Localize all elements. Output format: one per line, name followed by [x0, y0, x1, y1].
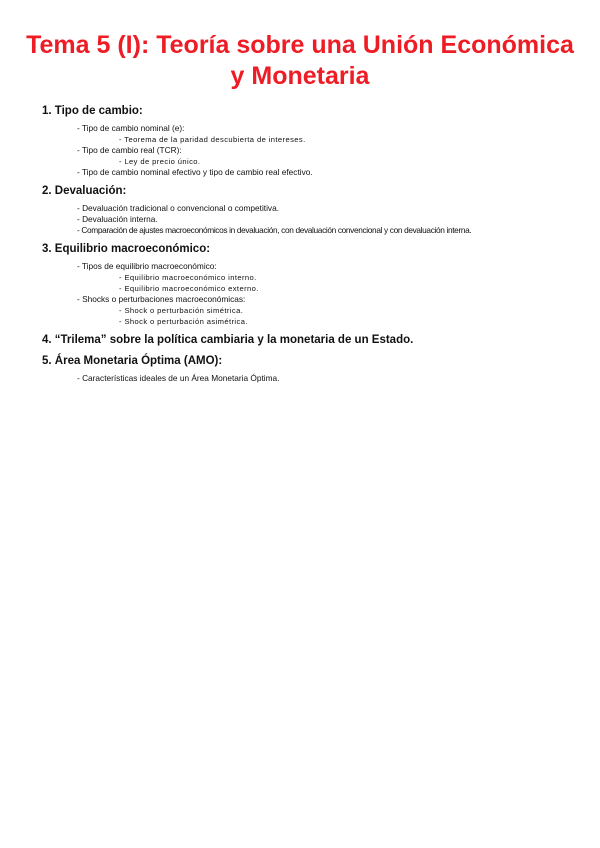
list-item: - Devaluación tradicional o convencional o competitiva.	[77, 203, 280, 213]
section-trilema	[42, 333, 582, 348]
list-item: - Comparación de ajustes macroeconómicos in devaluación, con devaluación convencional y con devaluación interna.	[77, 225, 472, 235]
section-heading: 5. Área Monetaria Óptima (AMO):	[42, 355, 223, 367]
list-subitem: - Equilibrio macroeconómico interno.	[119, 273, 257, 282]
title-line-1: Tema 5 (I): Teoría sobre una Unión Económica	[26, 31, 574, 59]
list-subitem: - Shock o perturbación simétrica.	[119, 306, 244, 315]
list-subitem: - Shock o perturbación asimétrica.	[119, 317, 248, 326]
list-subitem: - Teorema de la paridad descubierta de intereses.	[119, 135, 306, 144]
list-item: - Tipos de equilibrio macroeconómico:	[77, 261, 217, 271]
list-item: - Tipo de cambio nominal (e):	[77, 123, 185, 133]
list-subitem: - Equilibrio macroeconómico externo.	[119, 284, 259, 293]
section-heading: 4. “Trilema” sobre la política cambiaria y la monetaria de un Estado.	[42, 334, 414, 346]
list-item: - Características ideales de un Área Monetaria Óptima.	[77, 373, 280, 383]
outline	[42, 104, 582, 390]
list-item: - Devaluación interna.	[77, 214, 158, 224]
list-subitem: - Ley de precio único.	[119, 157, 201, 166]
list-item: - Tipo de cambio real (TCR):	[77, 145, 182, 155]
section-heading: 2. Devaluación:	[42, 185, 127, 197]
list-item: - Tipo de cambio nominal efectivo y tipo de cambio real efectivo.	[77, 167, 313, 177]
list-item: - Shocks o perturbaciones macroeconómicas:	[77, 294, 246, 304]
section-heading: 3. Equilibrio macroeconómico:	[42, 243, 211, 255]
section-equilibrio	[42, 242, 582, 327]
section-tipo-de-cambio	[42, 104, 582, 178]
document-title	[0, 30, 600, 92]
section-amo	[42, 354, 582, 384]
section-devaluacion	[42, 184, 582, 236]
section-heading: 1. Tipo de cambio:	[42, 105, 143, 117]
title-line-2: y Monetaria	[230, 62, 370, 90]
